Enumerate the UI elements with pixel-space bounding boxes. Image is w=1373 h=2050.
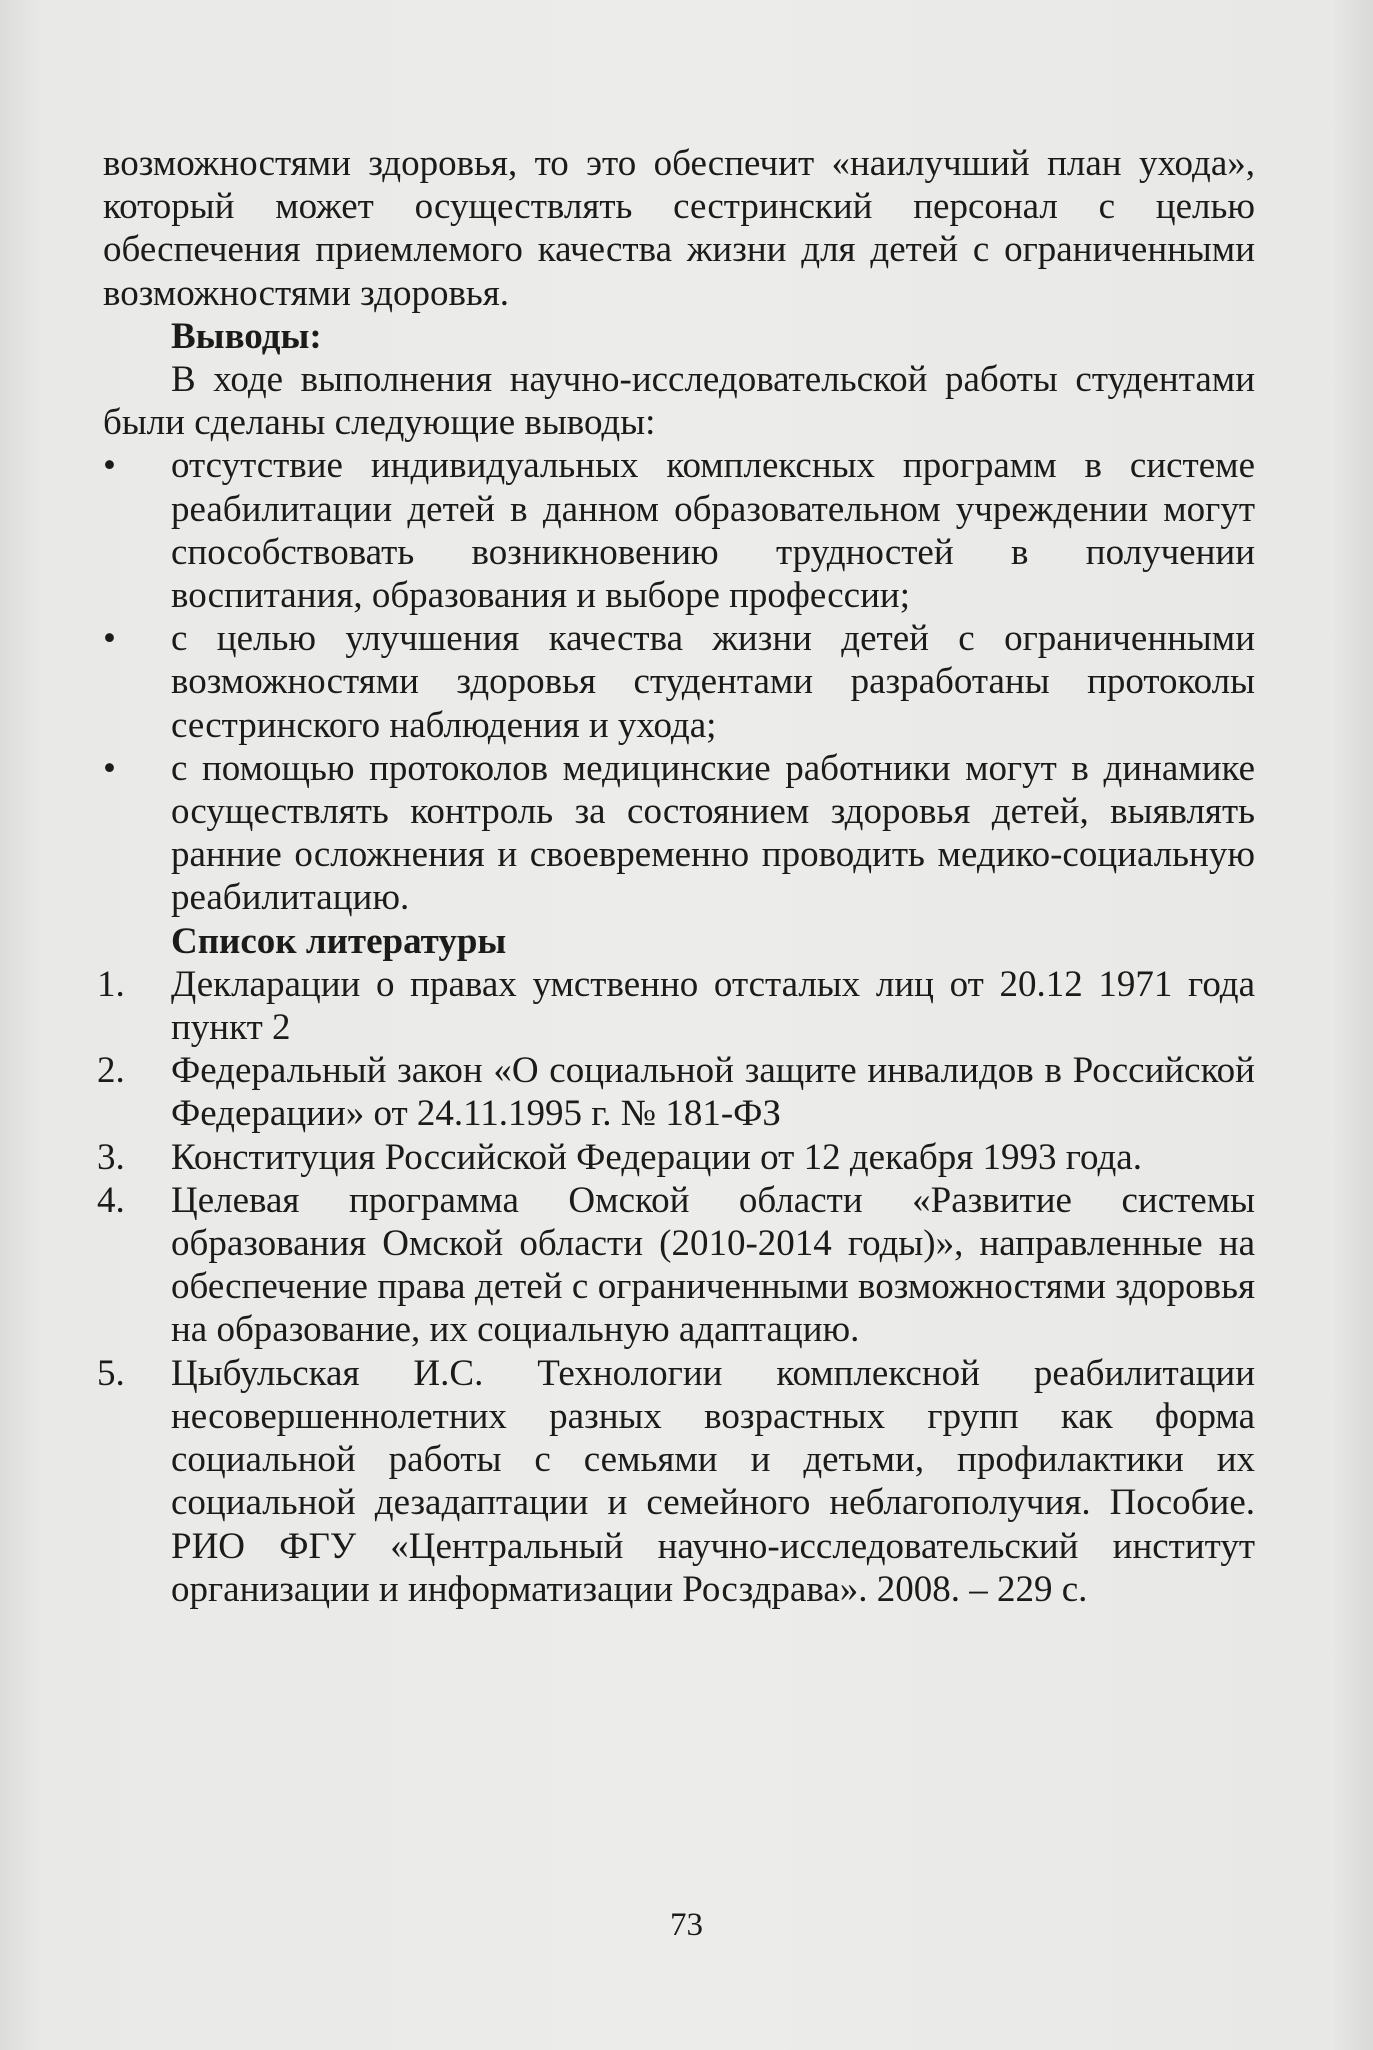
reference-item: [97, 1352, 1255, 1611]
conclusion-text: с помощью протоколов медицинские работники могут в динамике осуществлять контроль за состоянием здоровья детей, выявлять ранние осложнения и своевременно проводить медико-социальную реабилитацию.: [171, 747, 1255, 919]
bullet-icon: •: [103, 618, 116, 660]
reference-number: 2.: [97, 1050, 125, 1092]
conclusions-lead: В ходе выполнения научно-исследовательской работы студентами были сделаны следующие выводы:: [103, 359, 1255, 444]
conclusions-heading: Выводы:: [171, 315, 322, 357]
reference-item: [97, 1049, 1255, 1135]
reference-number: 4.: [97, 1179, 125, 1221]
bullet-icon: •: [103, 445, 116, 487]
reference-item: [97, 963, 1255, 1049]
reference-text: Федеральный закон «О социальной защите инвалидов в Российской Федерации» от 24.11.1995 г. № 181-ФЗ: [171, 1050, 1255, 1135]
reference-item: [97, 1136, 1255, 1179]
reference-text: Целевая программа Омской области «Развитие системы образования Омской области (2010-2014 годы)», направленные на обеспечение права детей с ограниченными возможностями здоровья на образование, их социальную адаптацию.: [171, 1179, 1255, 1351]
references-heading: Список литературы: [171, 920, 507, 962]
reference-number: 3.: [97, 1136, 125, 1178]
reference-item: [97, 1179, 1255, 1352]
references-list: [97, 963, 1255, 1611]
bullet-icon: •: [103, 747, 116, 789]
reference-text: Декларации о правах умственно отсталых лиц от 20.12 1971 года пункт 2: [171, 963, 1255, 1049]
conclusion-item: [103, 617, 1255, 747]
page-content: [97, 142, 1255, 1611]
conclusion-item: [103, 747, 1255, 920]
reference-text: Конституция Российской Федерации от 12 декабря 1993 года.: [171, 1136, 1142, 1178]
conclusion-text: отсутствие индивидуальных комплексных программ в системе реабилитации детей в данном образовательном учреждении могут способствовать возникновению трудностей в получении воспитания, образования и выборе профессии;: [171, 445, 1255, 617]
conclusions-list: [103, 444, 1255, 919]
conclusion-item: [103, 444, 1255, 617]
reference-text: Цыбульская И.С. Технологии комплексной реабилитации несовершеннолетних разных возрастных групп как форма социальной работы с семьями и детьми, профилактики их социальной дезадаптации и семейного неблагополучия. Пособие. РИО ФГУ «Центральный научно-исследовательский институт организации и информатизации Росздрава». 2008. – 229 с.: [171, 1352, 1255, 1610]
intro-paragraph: возможностями здоровья, то это обеспечит «наилучший план ухода», который может осуществлять сестринский персонал с целью обеспечения приемлемого качества жизни для детей с ограниченными возможностями здоровья.: [103, 143, 1255, 314]
page-number: 73: [670, 1907, 703, 1943]
reference-number: 1.: [97, 963, 125, 1005]
reference-number: 5.: [97, 1352, 125, 1394]
conclusion-text: с целью улучшения качества жизни детей с ограниченными возможностями здоровья студентами разработаны протоколы сестринского наблюдения и ухода;: [171, 618, 1255, 746]
